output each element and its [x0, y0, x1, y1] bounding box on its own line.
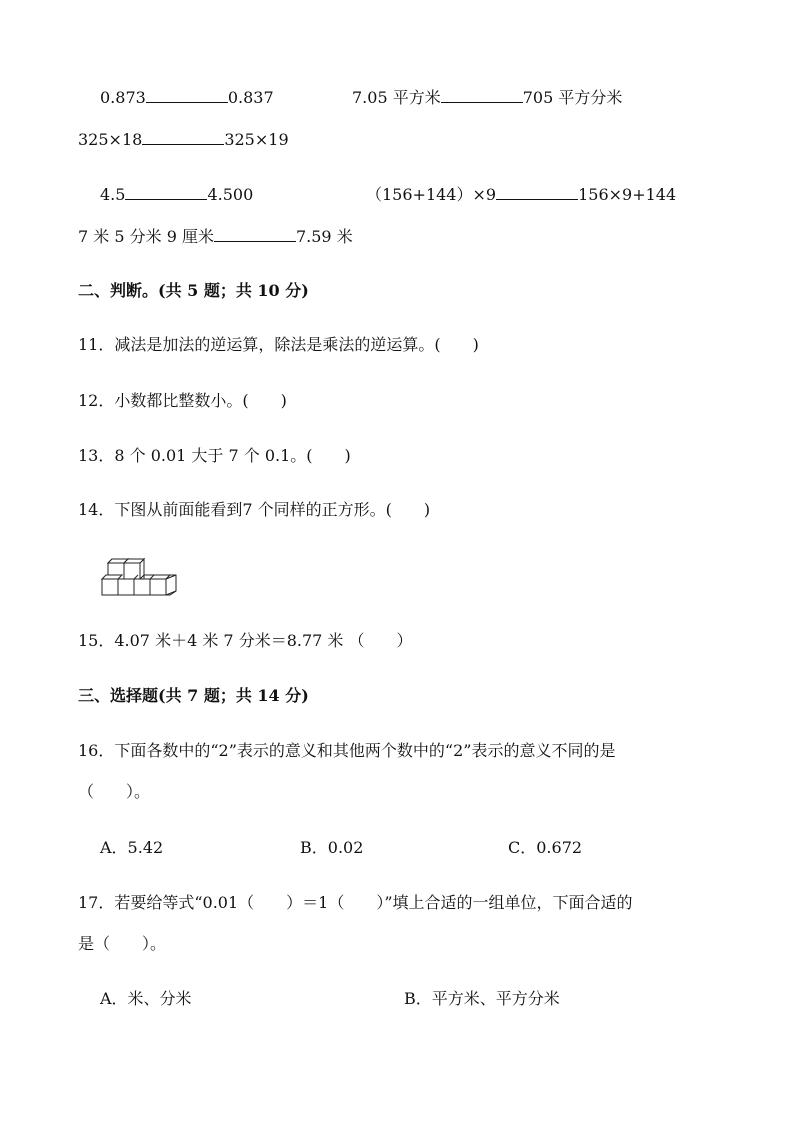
compare-value: 4.500 — [207, 185, 254, 204]
compare-value: 325×18 — [78, 130, 143, 149]
cube-stack-figure — [100, 555, 180, 599]
answer-blank[interactable] — [214, 227, 296, 242]
answer-blank[interactable] — [146, 88, 228, 103]
answer-blank[interactable] — [441, 88, 523, 103]
question-17-line1: 17．若要给等式“0.01（ ）＝1（ ）”填上合适的一组单位，下面合适的 — [78, 893, 633, 912]
answer-blank[interactable] — [496, 185, 578, 200]
choice-b[interactable]: B．0.02 — [300, 838, 364, 857]
compare-value: 325×19 — [224, 130, 289, 149]
cube — [166, 575, 176, 595]
compare-row1-right — [352, 88, 622, 108]
compare-value: 705 平方分米 — [522, 88, 623, 107]
choice-b[interactable]: B．平方米、平方分米 — [404, 989, 560, 1008]
question-11: 11．减法是加法的逆运算，除法是乘法的逆运算。( ) — [78, 335, 479, 354]
choice-a[interactable]: A．米、分米 — [100, 989, 192, 1008]
question-16-line2: （ ）。 — [78, 782, 151, 801]
compare-value: 0.837 — [227, 88, 274, 107]
compare-row3-left — [100, 185, 253, 205]
section-heading: 二、判断。(共 5 题；共 10 分) — [78, 281, 309, 300]
question-12: 12．小数都比整数小。( ) — [78, 391, 287, 410]
choice-a[interactable]: A．5.42 — [100, 838, 164, 857]
compare-value: 7.05 平方米 — [352, 88, 441, 107]
cube — [124, 559, 144, 579]
compare-row3-right — [366, 185, 676, 205]
compare-value: （156+144）×9 — [366, 185, 497, 204]
cube — [118, 579, 134, 595]
answer-blank[interactable] — [142, 130, 224, 145]
compare-value: 0.873 — [100, 88, 146, 107]
compare-value: 4.5 — [100, 185, 126, 204]
question-14: 14．下图从前面能看到7 个同样的正方形。( ) — [78, 500, 431, 519]
question-15: 15．4.07 米＋4 米 7 分米＝8.77 米 （ ） — [78, 631, 413, 650]
cube — [134, 579, 150, 595]
compare-value: 156×9+144 — [578, 185, 677, 204]
question-17-line2: 是（ ）。 — [78, 934, 167, 953]
question-16-line1: 16．下面各数中的“2”表示的意义和其他两个数中的“2”表示的意义不同的是 — [78, 741, 616, 760]
compare-row4 — [78, 227, 353, 247]
compare-row1-left — [100, 88, 274, 108]
compare-row2 — [78, 130, 289, 150]
section-heading: 三、选择题(共 7 题；共 14 分) — [78, 686, 309, 705]
choice-c[interactable]: C．0.672 — [508, 838, 583, 857]
question-13: 13．8 个 0.01 大于 7 个 0.1。( ) — [78, 446, 351, 465]
answer-blank[interactable] — [125, 185, 207, 200]
compare-value: 7 米 5 分米 9 厘米 — [78, 227, 214, 246]
compare-value: 7.59 米 — [295, 227, 353, 246]
